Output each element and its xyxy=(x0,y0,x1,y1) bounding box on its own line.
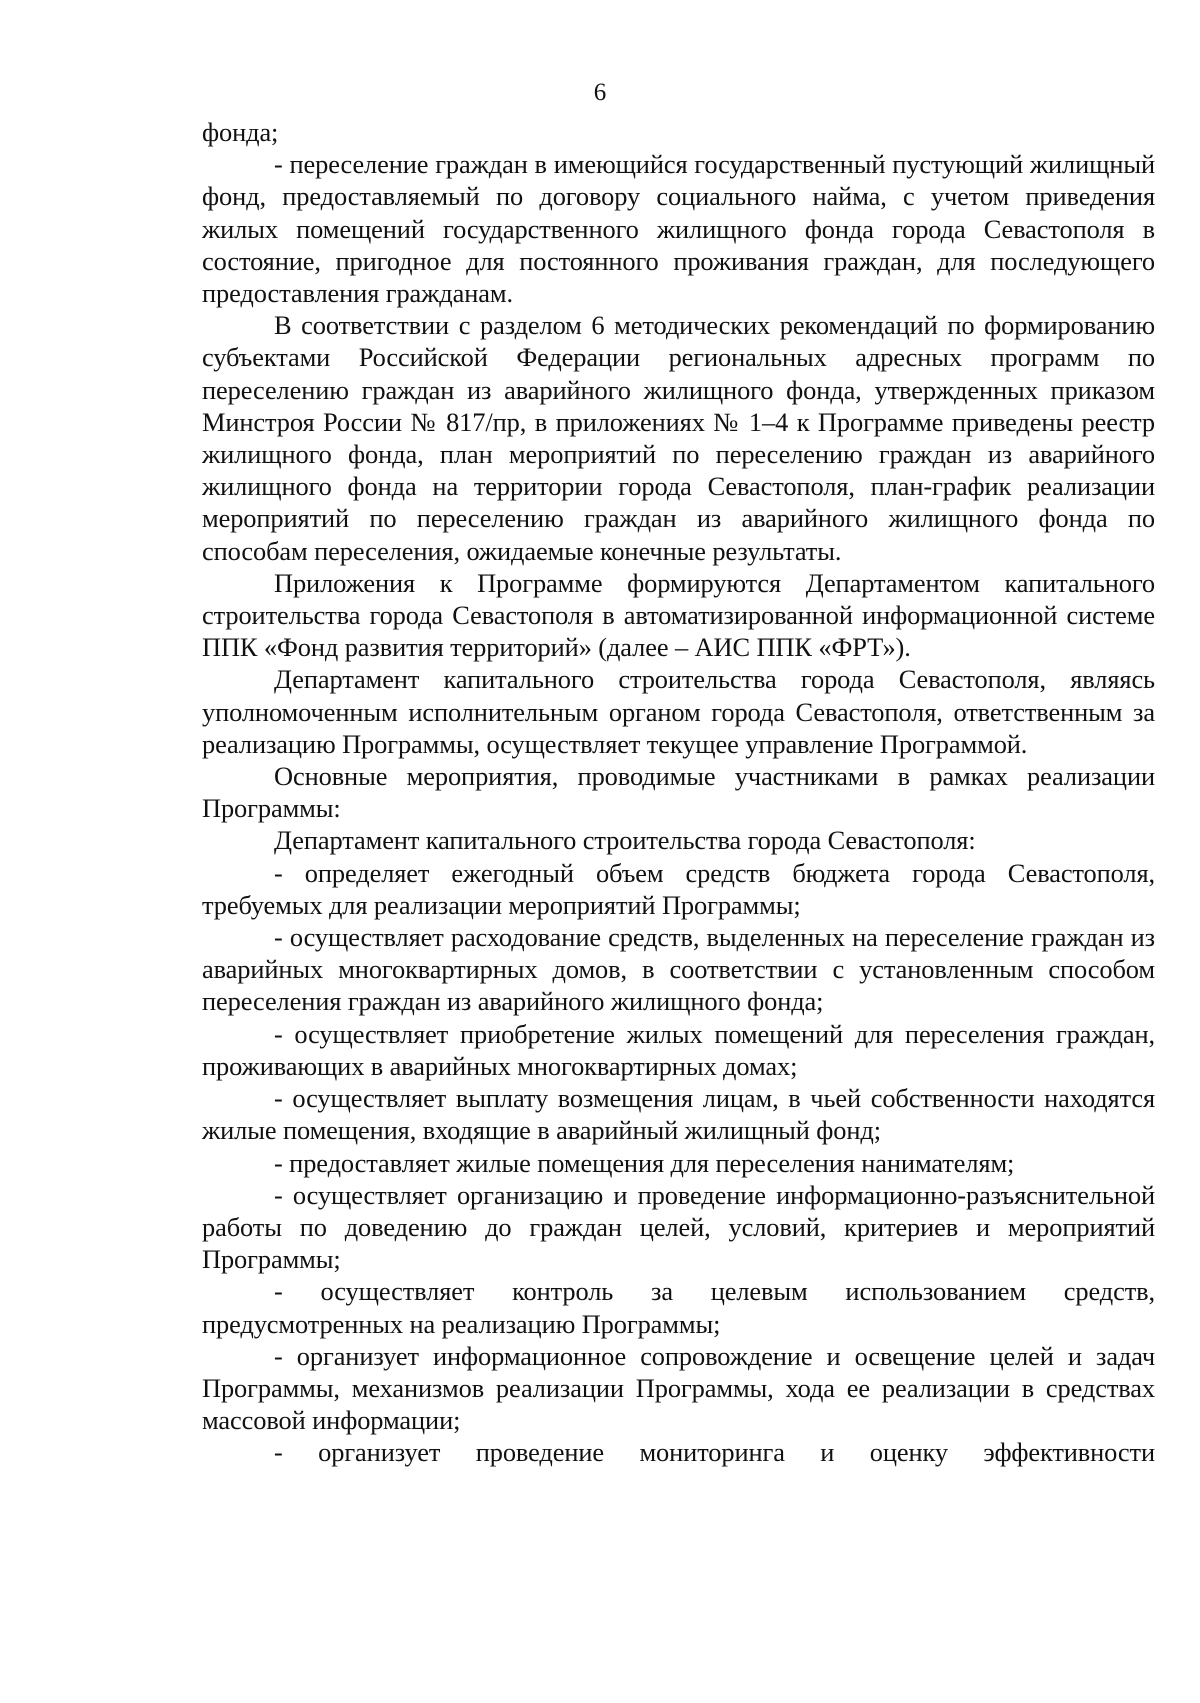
list-item-information-work: - осуществляет организацию и проведение информационно-разъяснительной работы по доведению до граждан целей, условий, критериев и мероприятий Программы; xyxy=(202,1179,1155,1275)
list-item-compensation: - осуществляет выплату возмещения лицам, в чьей собственности находятся жилые помещения, входящие в аварийный жилищный фонд; xyxy=(202,1083,1155,1146)
paragraph-main-activities: Основные мероприятия, проводимые участниками в рамках реализации Программы: xyxy=(202,761,1155,824)
list-item-monitoring: - организует проведение мониторинга и оценку эффективности xyxy=(274,1437,1155,1468)
paragraph-methodical-recommendations: В соответствии с разделом 6 методических рекомендаций по формированию субъектами Российской Федерации региональных адресных программ по переселению граждан из аварийного жилищного фонда, утвержденных приказом Минстроя России № 817/пр, в приложениях № 1–4 к Программе приведены реестр жилищного фонда, план мероприятий по переселению граждан из аварийного жилищного фонда на территории города Севастополя, план-график реализации мероприятий по переселению граждан из аварийного жилищного фонда по способам переселения, ожидаемые конечные результаты. xyxy=(202,310,1155,566)
list-item-control: - осуществляет контроль за целевым использованием средств, предусмотренных на реализацию Программы; xyxy=(202,1276,1155,1339)
body-text xyxy=(202,116,1155,1469)
page-number: 6 xyxy=(593,79,607,106)
list-item-budget: - определяет ежегодный объем средств бюджета города Севастополя, требуемых для реализации мероприятий Программы; xyxy=(202,857,1155,920)
list-item-media-coverage: - организует информационное сопровождение и освещение целей и задач Программы, механизмов реализации Программы, хода ее реализации в средствах массовой информации; xyxy=(202,1340,1155,1436)
list-item-spending: - осуществляет расходование средств, выделенных на переселение граждан из аварийных многоквартирных домов, в соответствии с установленным способом переселения граждан из аварийного жилищного фонда; xyxy=(202,922,1155,1017)
paragraph-department-heading: Департамент капитального строительства города Севастополя: xyxy=(274,825,976,856)
paragraph-resettlement-vacant-fund: - переселение граждан в имеющийся государственный пустующий жилищный фонд, предоставляемый по договору социального найма, с учетом приведения жилых помещений государственного жилищного фонда города Севастополя в состояние, пригодное для постоянного проживания граждан, для последующего предоставления гражданам. xyxy=(202,149,1155,309)
paragraph-appendices-formation: Приложения к Программе формируются Департаментом капитального строительства города Севастополя в автоматизированной информационной системе ППК «Фонд развития территорий» (далее – АИС ППК «ФРТ»). xyxy=(202,567,1155,663)
list-item-provision: - предоставляет жилые помещения для переселения нанимателям; xyxy=(274,1147,1015,1178)
list-item-acquisition: - осуществляет приобретение жилых помещений для переселения граждан, проживающих в аварийных многоквартирных домах; xyxy=(202,1018,1155,1081)
paragraph-department-management: Департамент капитального строительства города Севастополя, являясь уполномоченным исполнительным органом города Севастополя, ответственным за реализацию Программы, осуществляет текущее управление Программой. xyxy=(202,664,1155,759)
paragraph-fund-end: фонда; xyxy=(202,117,279,147)
